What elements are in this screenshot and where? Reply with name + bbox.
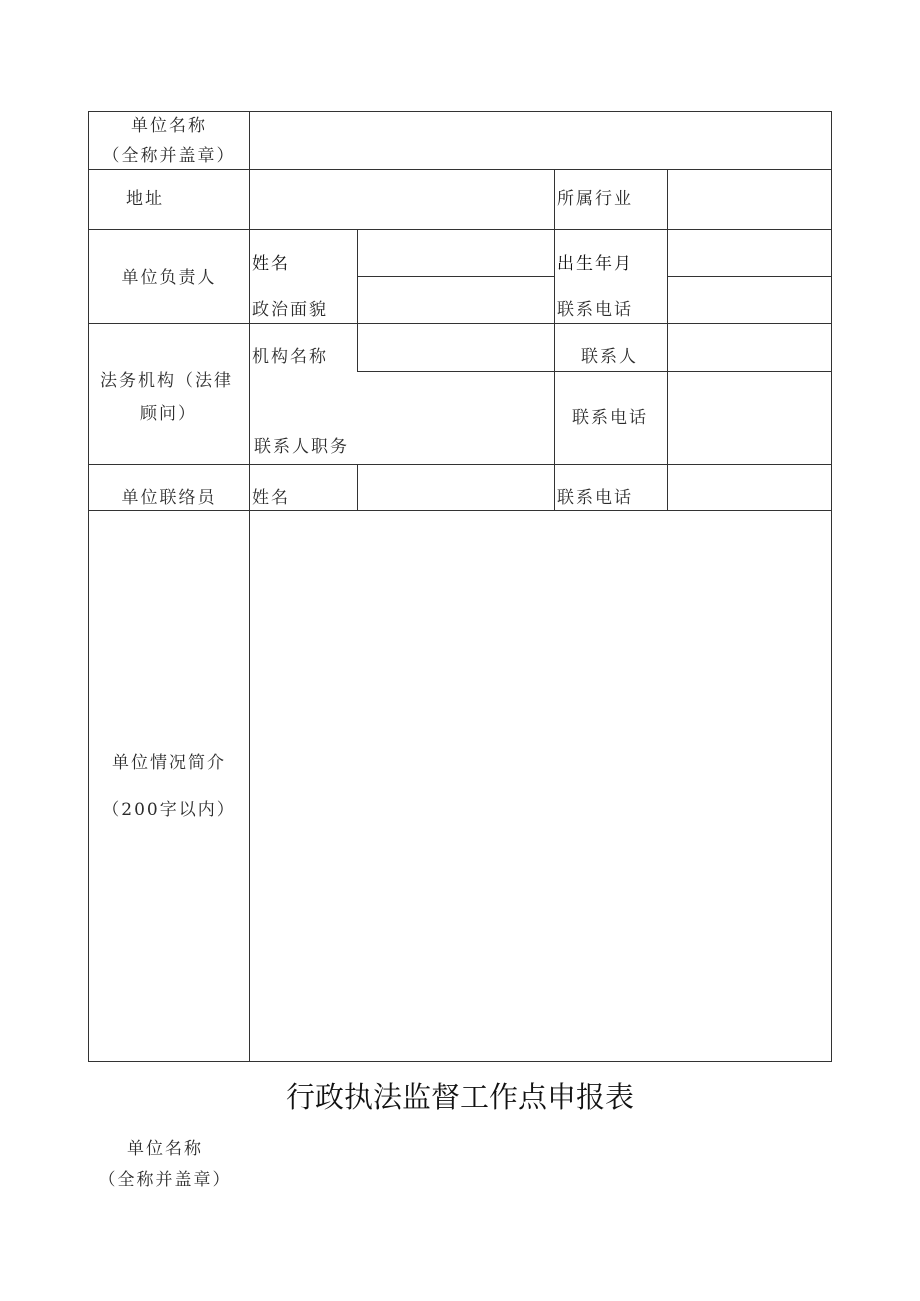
legal-contact-title-label: 联系人职务 bbox=[254, 437, 349, 457]
legal-phone-field[interactable] bbox=[668, 372, 831, 464]
footer-unit-name-sublabel: （全称并盖章） bbox=[98, 1170, 232, 1190]
legal-contact-field[interactable] bbox=[668, 324, 831, 371]
unit-name-label: 单位名称 bbox=[131, 116, 207, 136]
legal-contact-label: 联系人 bbox=[581, 347, 638, 367]
footer-unit-name-label: 单位名称 bbox=[127, 1139, 203, 1159]
head-birth-field[interactable] bbox=[668, 230, 831, 276]
unit-name-sublabel: （全称并盖章） bbox=[102, 146, 236, 166]
table-border-right bbox=[831, 111, 832, 1062]
column-divider bbox=[554, 169, 555, 511]
legal-office-sublabel: 顾问） bbox=[140, 404, 197, 424]
legal-org-name-field[interactable] bbox=[358, 324, 554, 371]
liaison-name-label: 姓名 bbox=[252, 488, 290, 508]
legal-phone-label: 联系电话 bbox=[572, 408, 648, 428]
head-birth-label: 出生年月 bbox=[557, 254, 633, 274]
address-field[interactable] bbox=[250, 170, 554, 229]
intro-label: 单位情况简介 bbox=[112, 753, 226, 773]
liaison-phone-label: 联系电话 bbox=[557, 488, 633, 508]
industry-label: 所属行业 bbox=[557, 189, 633, 209]
liaison-phone-field[interactable] bbox=[668, 465, 831, 510]
table-border-bottom bbox=[88, 1061, 832, 1062]
head-phone-field[interactable] bbox=[668, 277, 831, 323]
intro-field[interactable] bbox=[250, 511, 831, 1061]
head-phone-label: 联系电话 bbox=[557, 300, 633, 320]
page-title: 行政执法监督工作点申报表 bbox=[285, 1080, 634, 1114]
intro-sublabel: （200字以内） bbox=[102, 800, 236, 820]
head-politics-field[interactable] bbox=[358, 277, 554, 323]
legal-contact-title-field[interactable] bbox=[358, 372, 554, 464]
liaison-label: 单位联络员 bbox=[121, 488, 217, 508]
table-border-left bbox=[88, 111, 89, 1062]
liaison-name-field[interactable] bbox=[358, 465, 554, 510]
legal-org-name-label: 机构名称 bbox=[252, 347, 328, 367]
industry-field[interactable] bbox=[668, 170, 831, 229]
head-name-label: 姓名 bbox=[252, 254, 290, 274]
head-name-field[interactable] bbox=[358, 230, 554, 276]
head-politics-label: 政治面貌 bbox=[252, 300, 328, 320]
address-label: 地址 bbox=[126, 189, 164, 209]
legal-office-label: 法务机构（法律 bbox=[100, 371, 233, 391]
unit-name-field[interactable] bbox=[250, 112, 831, 169]
head-label: 单位负责人 bbox=[121, 268, 217, 288]
